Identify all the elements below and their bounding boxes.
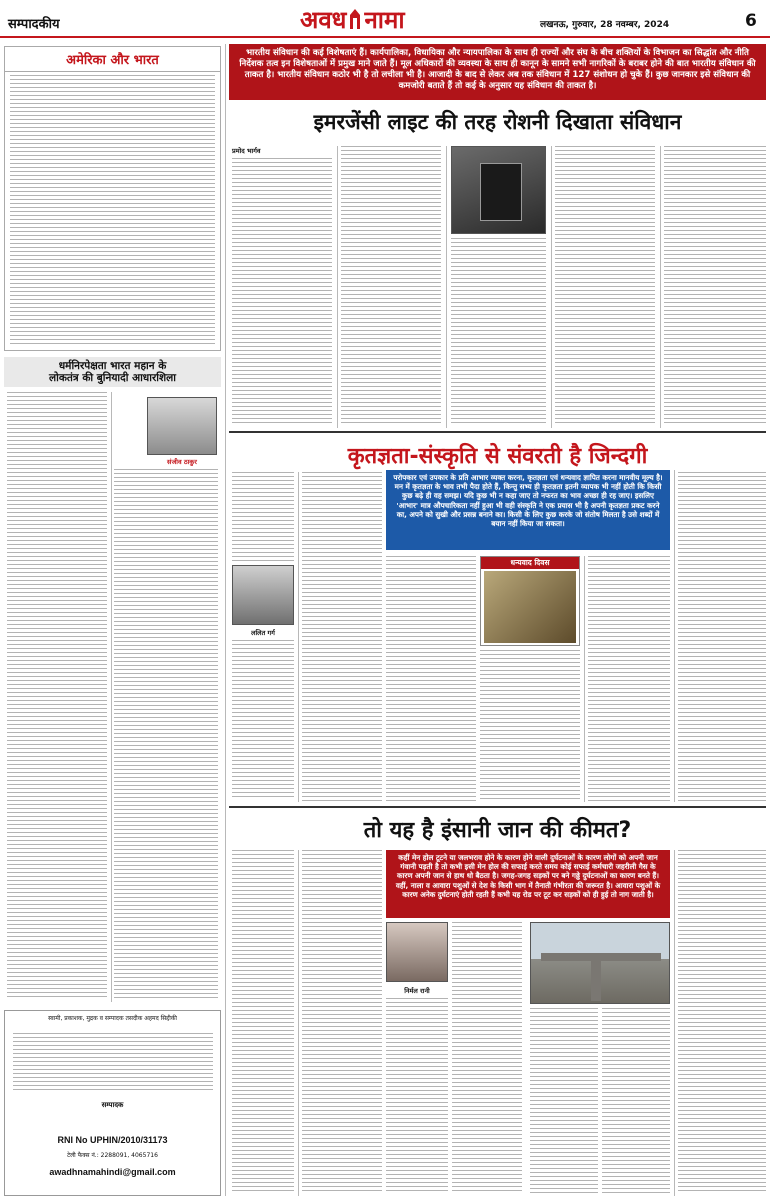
sidebar-mid-title-line1: धर्मनिरपेक्षता भारत महान के [58, 360, 167, 372]
bottom-deck: कहीं मेन होल टूटने या जलभराव होने के कारण होने वाली दुर्घटनाओं के कारण लोगों को अपनी जान गंवानी पड़ती है तो कभी इसी मेन होल की सफाई करते समय कोई सफाई कर्मचारी जहरीली गैस के कारण अपनी जान से हाथ धो बैठता है। जगह-जगह सड़कों पर बने गढ्ढे दुर्घटनाओं का कारण बनते हैं। वहीं, नाला व आवारा पशुओं से देश के किसी भाग में तैनाती गंभीरता की जरूरत है। आवारा पशुओं के कारण अनेक दुर्घटनाएं होती रहती हैं कभी यह रोड पर टूट कर सड़कों को ही हुई तो नाग जाती है। [386, 850, 670, 918]
middle-rule3 [674, 470, 675, 802]
middle-box-photo [484, 571, 576, 643]
bottom-rule1 [298, 850, 299, 1196]
middle-deck: परोपकार एवं उपकार के प्रति आभार व्यक्त करना, कृतज्ञता एवं धन्यवाद ज्ञापित करना मानवीय मूल्य है। मन में कृतज्ञता के भाव तभी पैदा होते हैं, किन्तु सभ्य ही कृतज्ञता इतनी व्यापक भी नहीं होती कि किसी कुछ बढ़े ही वह समझ। यदि कुछ भी न कहा जाए तो नफरत का भाव अच्छा ही रह जाए। इसलिए 'आभार' मात्र औपचारिकता नहीं हुआ भी वही संस्कृति ने एक प्रयास भी है अपनी कृतज्ञता प्रकट करने का, अपने को सुखी और प्रसन्न बनाने का। किसी के लिए कुछ करके जो संतोष मिलता है उसे शब्दों में बयान नहीं किया जा सकता। [386, 470, 670, 550]
lead-rule3 [551, 146, 552, 428]
middle-box [480, 556, 580, 646]
lead-col4 [555, 146, 655, 426]
middle-author-photo [232, 565, 294, 625]
lead-col3 [451, 238, 546, 426]
sidebar-top [4, 46, 221, 351]
bottom-col2 [302, 850, 382, 1194]
footer-box [4, 1010, 221, 1196]
footer-editor-label: सम्पादक [101, 1101, 124, 1109]
lead-rule4 [660, 146, 661, 428]
divider-1 [229, 431, 766, 433]
sidebar-mid-rule [111, 392, 112, 1002]
middle-col2 [302, 472, 382, 802]
bottom-col6 [602, 1008, 670, 1194]
bottom-rule2 [674, 850, 675, 1196]
middle-author: ललित गर्ग [251, 629, 275, 637]
bottom-col5 [530, 1008, 598, 1194]
lead-headline: इमरजेंसी लाइट की तरह रोशनी दिखाता संविधान [313, 110, 682, 134]
lead-deck: भारतीय संविधान की कई विशेषताएं हैं। कार्यपालिका, विधायिका और न्यायपालिका के साथ ही राज्यों और संघ के बीच शक्तियों के विभाजन का सिद्धांत और नीति निर्देशक तत्व इन विशेषताओं में प्रमुख माने जाते हैं। मूल अधिकारों की व्यवस्था के साथ ही कानून के सामने सभी नागरिकों के बराबर होने की बात भारतीय संविधान की ताकत है। भारतीय संविधान कठोर भी है तो लचीला भी है। आजादी के बाद से लेकर अब तक संविधान में 127 संशोधन हो चुके हैं। कुछ जानकार इसे संविधान की कमजोरी बताते हैं तो कई के अनुसार यह संविधान की ताकत है। [229, 44, 766, 100]
middle-rule2 [584, 556, 585, 802]
main-column-rule [225, 44, 226, 1196]
logo [300, 4, 405, 34]
bottom-author-photo [386, 922, 448, 982]
bottom-col4 [452, 922, 522, 1194]
author-photo [147, 397, 217, 455]
sidebar-top-body [10, 75, 215, 345]
bottom-photo-bridge [530, 922, 670, 1004]
lead-col2 [341, 146, 441, 426]
bottom-col3 [386, 998, 448, 1194]
sidebar-mid-col2 [114, 469, 218, 1000]
bottom-col1 [232, 850, 294, 1194]
lead-col5 [664, 146, 766, 426]
sidebar-mid-title-line2: लोकतंत्र की बुनियादी आधारशिला [49, 372, 176, 384]
page-number: 6 [745, 11, 757, 31]
middle-col6 [678, 472, 766, 802]
footer-text: स्वामी, प्रकाशक, मुद्रक व सम्पादक तसदीक अहमद सिद्दीकी [48, 1015, 177, 1022]
lead-photo-constitution [451, 146, 546, 234]
footer-filler [13, 1033, 213, 1093]
footer-phone: टेली फैक्स नं.: 2288091, 4065716 [67, 1152, 158, 1159]
middle-col3 [386, 556, 476, 802]
lead-author: प्रमोद भार्गव [232, 147, 261, 155]
book-icon [480, 163, 522, 221]
dateline: लखनऊ, गुरुवार, 28 नवम्बर, 2024 [540, 20, 670, 30]
bridge-pillar-icon [591, 961, 601, 1001]
sidebar-mid [4, 357, 221, 1007]
masthead [0, 0, 770, 40]
divider-2 [229, 806, 766, 808]
middle-headline: कृतज्ञता-संस्कृति से संवरती है जिन्दगी [347, 444, 648, 469]
middle-box-label: धन्यवाद दिवस [481, 557, 579, 569]
section-label: सम्पादकीय [8, 17, 60, 32]
middle-rule1 [298, 472, 299, 802]
sidebar-mid-title [4, 357, 221, 387]
lead-rule2 [446, 146, 447, 428]
middle-col5 [588, 556, 670, 802]
sidebar-top-title: अमेरिका और भारत [5, 47, 220, 72]
bottom-headline: तो यह है इंसानी जान की कीमत? [363, 818, 632, 843]
lead-rule1 [337, 146, 338, 428]
middle-col1 [232, 472, 294, 562]
masthead-rule [0, 36, 770, 38]
footer-rni: RNI No UPHIN/2010/31173 [57, 1135, 168, 1145]
bottom-author: निर्मल रानी [404, 987, 430, 995]
sidebar-mid-col1 [7, 392, 107, 1000]
logo-emblem-icon [348, 8, 362, 30]
middle-col1b [232, 640, 294, 800]
bridge-icon [541, 953, 661, 961]
logo-right: नामा [364, 5, 405, 34]
lead-col1 [232, 158, 332, 426]
logo-left: अवध [300, 5, 347, 34]
middle-col4 [480, 650, 580, 802]
sidebar-mid-author: संजीव ठाकुर [167, 458, 197, 466]
footer-email: awadhnamahindi@gmail.com [49, 1167, 176, 1177]
bottom-col7 [678, 850, 766, 1194]
